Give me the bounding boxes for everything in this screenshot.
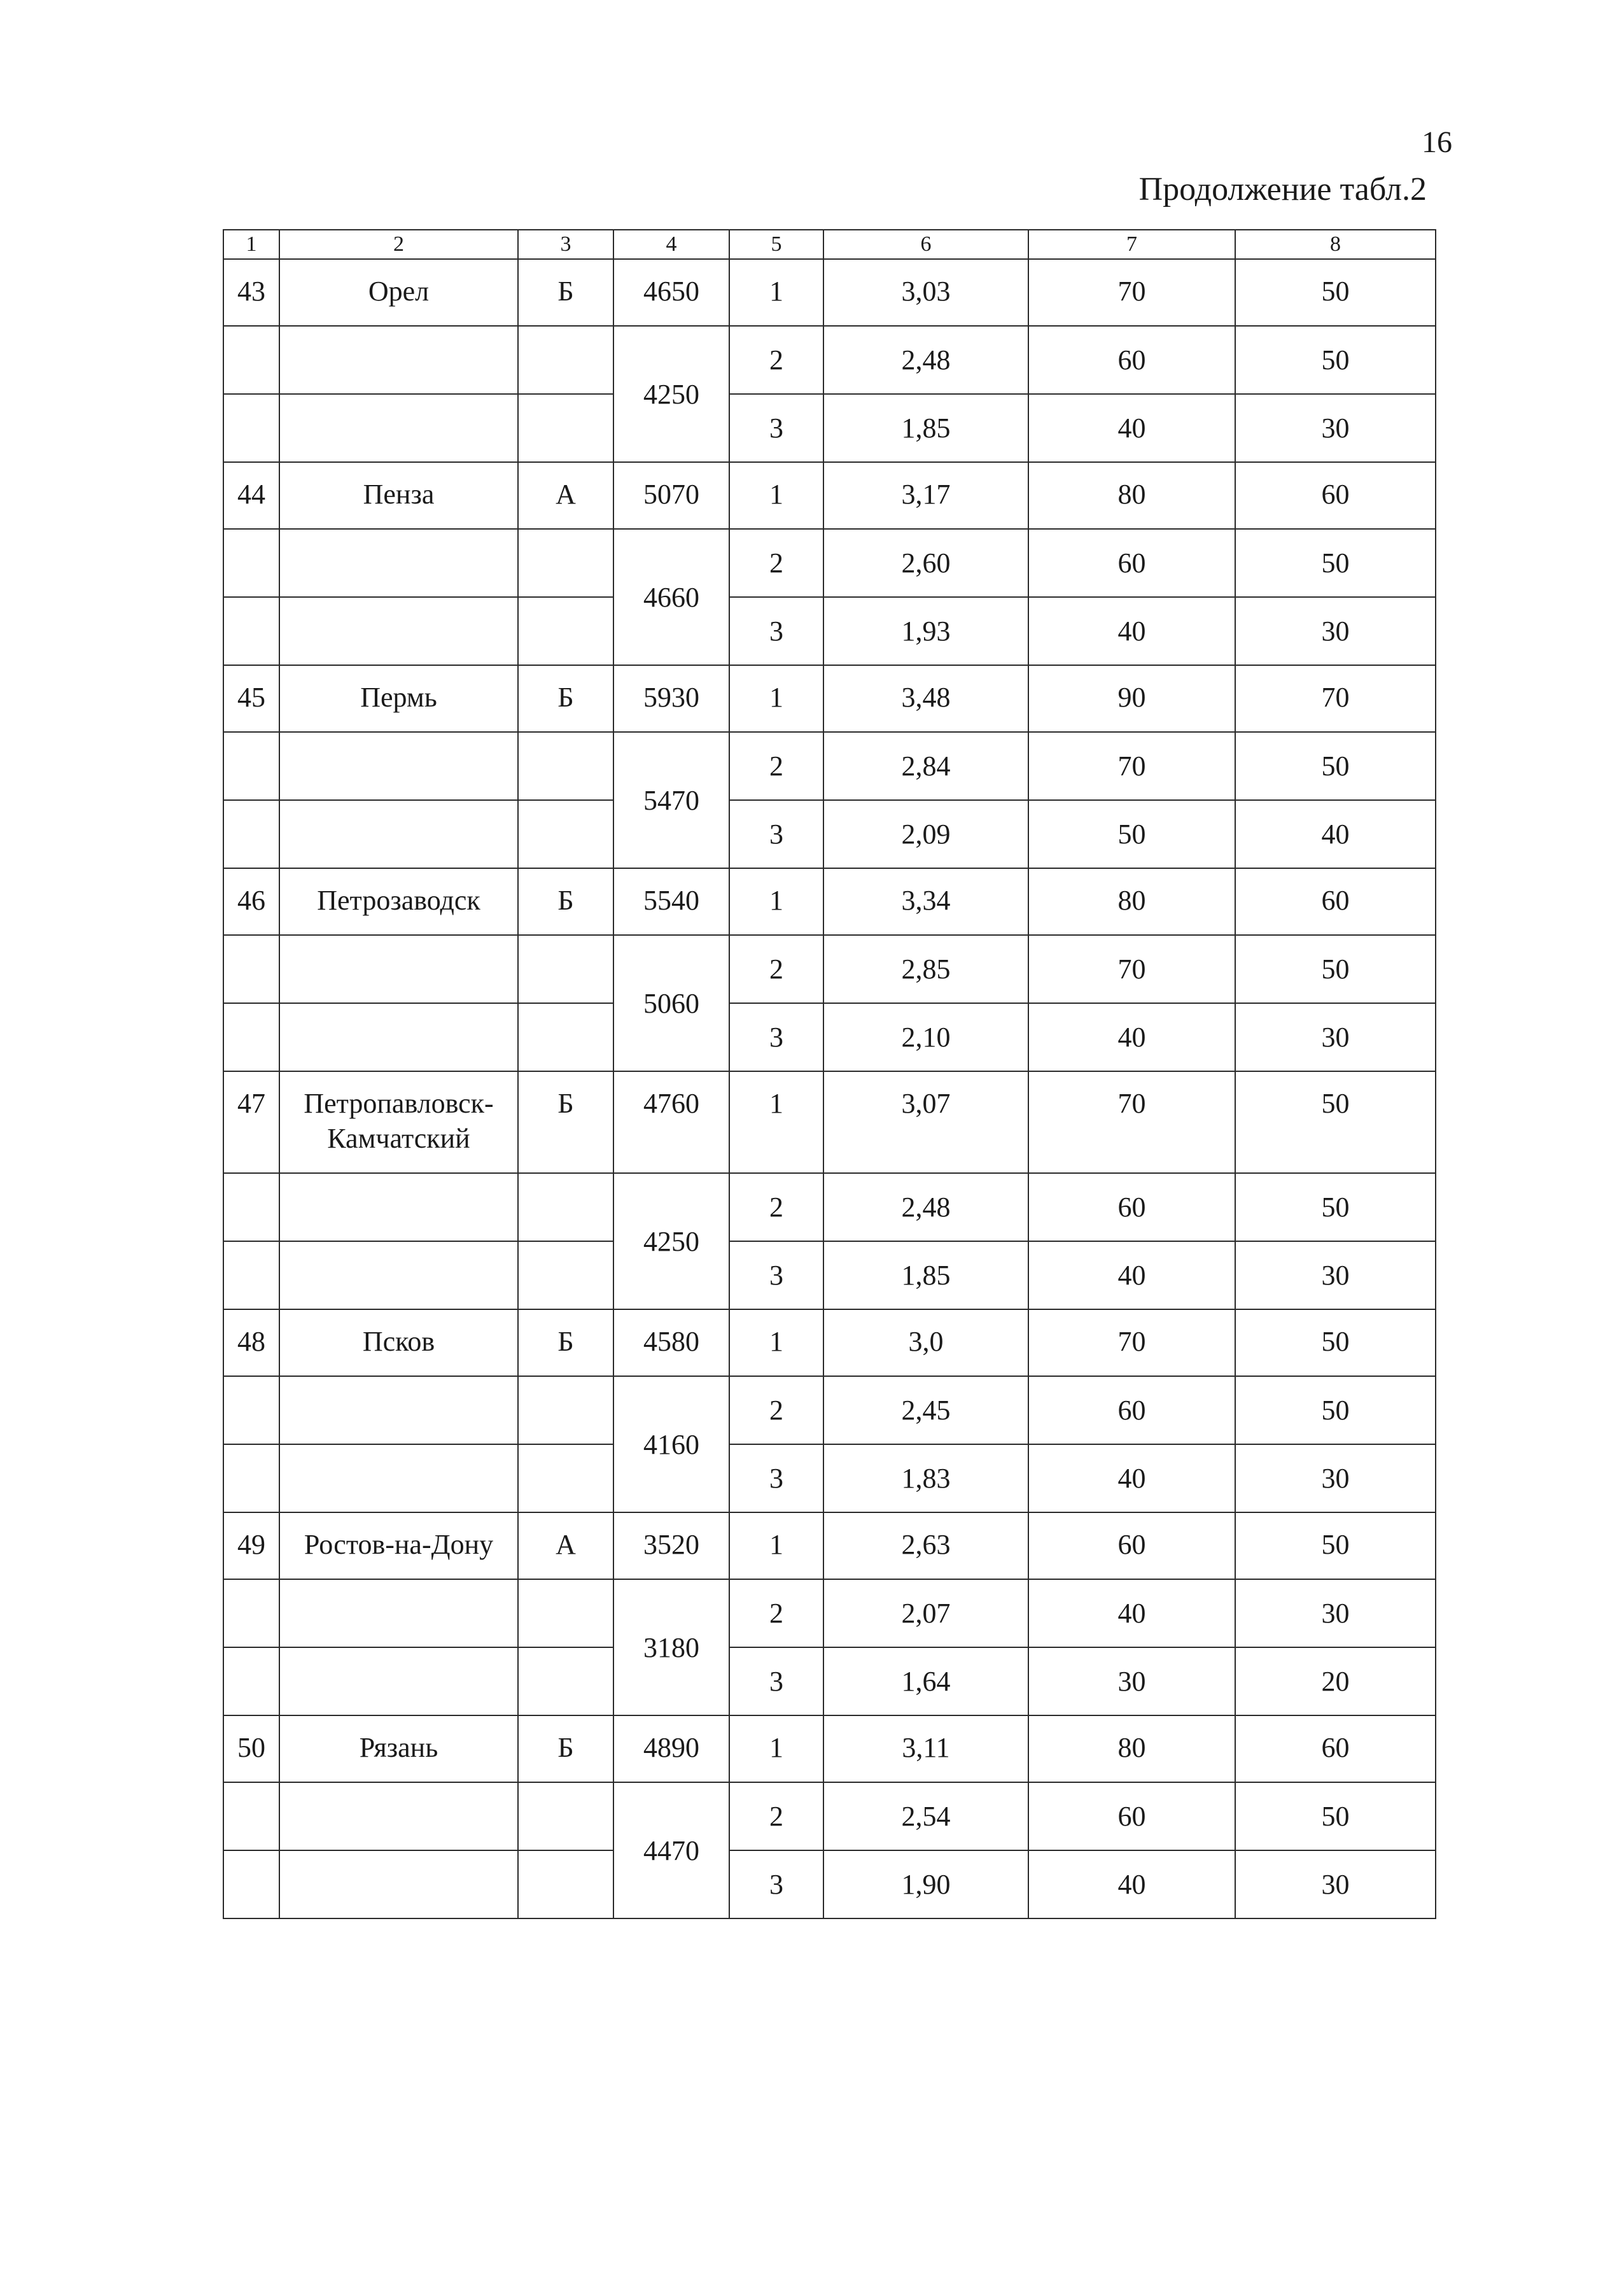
city-name: Псков [279,1309,518,1376]
value-cell: 50 [1235,1173,1436,1241]
row-number: 47 [223,1071,279,1173]
row-number: 43 [223,259,279,326]
city-row [223,1309,1436,1376]
city-row [223,665,1436,732]
value-cell: 3 [729,394,823,462]
value-cell: 2,54 [823,1782,1028,1850]
page-number: 16 [1422,125,1452,159]
value-cell: 2,48 [823,1173,1028,1241]
empty-cell [279,1647,518,1715]
city-row [223,1512,1436,1579]
row-number: 45 [223,665,279,732]
value-cell: 40 [1028,1003,1235,1071]
city-name: Петрозаводск [279,868,518,935]
city-name: Ростов-на-Дону [279,1512,518,1579]
empty-cell [223,800,279,868]
row-number: 48 [223,1309,279,1376]
value-cell: 5540 [613,868,729,935]
value-cell: 50 [1235,732,1436,800]
value-cell: 3180 [613,1579,729,1715]
value-cell: 90 [1028,665,1235,732]
empty-cell [279,1241,518,1309]
empty-cell [518,1173,613,1241]
empty-cell [518,394,613,462]
value-cell: 3,48 [823,665,1028,732]
empty-cell [223,1579,279,1647]
city-name: Пенза [279,462,518,529]
city-name: Петропавловск-Камчатский [279,1071,518,1173]
zone-cell: Б [518,1715,613,1782]
value-cell: 50 [1028,800,1235,868]
column-number: 5 [729,230,823,259]
city-row [223,1715,1436,1782]
column-number: 2 [279,230,518,259]
value-cell: 4890 [613,1715,729,1782]
column-number: 1 [223,230,279,259]
value-cell: 3 [729,597,823,665]
empty-cell [518,800,613,868]
sub-row [223,1003,1436,1071]
empty-cell [223,1647,279,1715]
empty-cell [223,529,279,597]
empty-cell [279,1579,518,1647]
value-cell: 70 [1028,1071,1235,1173]
sub-row [223,800,1436,868]
table-caption: Продолжение табл.2 [1138,171,1427,208]
value-cell: 30 [1235,1579,1436,1647]
value-cell: 70 [1235,665,1436,732]
empty-cell [279,1173,518,1241]
value-cell: 3 [729,1444,823,1512]
value-cell: 2,07 [823,1579,1028,1647]
value-cell: 2,85 [823,935,1028,1003]
value-cell: 30 [1235,597,1436,665]
column-number-row [223,230,1436,259]
value-cell: 1 [729,462,823,529]
zone-cell: Б [518,1071,613,1173]
value-cell: 50 [1235,1512,1436,1579]
city-row [223,462,1436,529]
value-cell: 50 [1235,529,1436,597]
value-cell: 50 [1235,1071,1436,1173]
row-number: 50 [223,1715,279,1782]
value-cell: 60 [1028,1782,1235,1850]
value-cell: 2,84 [823,732,1028,800]
empty-cell [518,732,613,800]
city-name: Рязань [279,1715,518,1782]
value-cell: 1,93 [823,597,1028,665]
empty-cell [223,597,279,665]
empty-cell [279,732,518,800]
value-cell: 3,0 [823,1309,1028,1376]
value-cell: 2,60 [823,529,1028,597]
value-cell: 1 [729,1309,823,1376]
column-number: 3 [518,230,613,259]
value-cell: 3,11 [823,1715,1028,1782]
column-number: 8 [1235,230,1436,259]
value-cell: 80 [1028,1715,1235,1782]
value-cell: 60 [1235,462,1436,529]
city-row [223,1071,1436,1173]
value-cell: 3 [729,1003,823,1071]
value-cell: 30 [1235,1241,1436,1309]
value-cell: 4160 [613,1376,729,1512]
row-number: 44 [223,462,279,529]
empty-cell [223,394,279,462]
empty-cell [279,800,518,868]
zone-cell: Б [518,868,613,935]
value-cell: 4660 [613,529,729,665]
value-cell: 2 [729,732,823,800]
value-cell: 30 [1235,1003,1436,1071]
value-cell: 80 [1028,868,1235,935]
sub-row [223,1376,1436,1444]
empty-cell [223,935,279,1003]
empty-cell [518,1782,613,1850]
value-cell: 60 [1028,529,1235,597]
empty-cell [279,597,518,665]
sub-row [223,529,1436,597]
empty-cell [518,529,613,597]
value-cell: 3 [729,1241,823,1309]
value-cell: 50 [1235,935,1436,1003]
value-cell: 3520 [613,1512,729,1579]
value-cell: 2,63 [823,1512,1028,1579]
value-cell: 20 [1235,1647,1436,1715]
empty-cell [518,1444,613,1512]
value-cell: 3 [729,800,823,868]
value-cell: 60 [1028,1173,1235,1241]
sub-row [223,1241,1436,1309]
city-row [223,868,1436,935]
empty-cell [223,1850,279,1918]
value-cell: 50 [1235,326,1436,394]
value-cell: 2 [729,935,823,1003]
value-cell: 1,83 [823,1444,1028,1512]
empty-cell [223,1173,279,1241]
sub-row [223,1782,1436,1850]
value-cell: 60 [1028,1376,1235,1444]
value-cell: 2 [729,326,823,394]
empty-cell [518,1241,613,1309]
empty-cell [223,1003,279,1071]
sub-row [223,732,1436,800]
value-cell: 50 [1235,1782,1436,1850]
value-cell: 4580 [613,1309,729,1376]
value-cell: 2 [729,1173,823,1241]
value-cell: 1 [729,665,823,732]
column-number: 6 [823,230,1028,259]
value-cell: 5470 [613,732,729,868]
empty-cell [518,1376,613,1444]
sub-row [223,1579,1436,1647]
empty-cell [279,529,518,597]
value-cell: 4760 [613,1071,729,1173]
empty-cell [279,1444,518,1512]
zone-cell: А [518,1512,613,1579]
value-cell: 70 [1028,935,1235,1003]
value-cell: 40 [1028,1241,1235,1309]
value-cell: 2,48 [823,326,1028,394]
zone-cell: Б [518,1309,613,1376]
value-cell: 4470 [613,1782,729,1918]
value-cell: 1 [729,868,823,935]
value-cell: 1,90 [823,1850,1028,1918]
value-cell: 5060 [613,935,729,1071]
empty-cell [279,1003,518,1071]
value-cell: 40 [1028,1579,1235,1647]
value-cell: 50 [1235,259,1436,326]
value-cell: 3,03 [823,259,1028,326]
empty-cell [518,326,613,394]
empty-cell [223,1376,279,1444]
value-cell: 40 [1028,1444,1235,1512]
value-cell: 1 [729,1071,823,1173]
value-cell: 2,09 [823,800,1028,868]
sub-row [223,394,1436,462]
empty-cell [223,1444,279,1512]
value-cell: 4250 [613,1173,729,1309]
data-table [223,229,1436,1919]
value-cell: 1 [729,1512,823,1579]
value-cell: 1 [729,259,823,326]
empty-cell [279,1782,518,1850]
empty-cell [518,1579,613,1647]
value-cell: 5930 [613,665,729,732]
value-cell: 3,07 [823,1071,1028,1173]
value-cell: 3 [729,1850,823,1918]
value-cell: 40 [1235,800,1436,868]
value-cell: 1,64 [823,1647,1028,1715]
empty-cell [223,1782,279,1850]
value-cell: 70 [1028,259,1235,326]
value-cell: 60 [1028,1512,1235,1579]
value-cell: 2,45 [823,1376,1028,1444]
sub-row [223,1850,1436,1918]
empty-cell [279,1376,518,1444]
empty-cell [518,1003,613,1071]
column-number: 7 [1028,230,1235,259]
value-cell: 60 [1235,868,1436,935]
empty-cell [279,394,518,462]
sub-row [223,935,1436,1003]
value-cell: 50 [1235,1309,1436,1376]
value-cell: 2 [729,1579,823,1647]
value-cell: 4650 [613,259,729,326]
value-cell: 80 [1028,462,1235,529]
value-cell: 2 [729,1376,823,1444]
value-cell: 30 [1235,394,1436,462]
value-cell: 2,10 [823,1003,1028,1071]
value-cell: 4250 [613,326,729,462]
sub-row [223,597,1436,665]
city-row [223,259,1436,326]
zone-cell: Б [518,665,613,732]
value-cell: 70 [1028,732,1235,800]
sub-row [223,326,1436,394]
empty-cell [223,1241,279,1309]
value-cell: 2 [729,529,823,597]
empty-cell [223,326,279,394]
value-cell: 40 [1028,394,1235,462]
value-cell: 3 [729,1647,823,1715]
value-cell: 30 [1235,1850,1436,1918]
zone-cell: Б [518,259,613,326]
zone-cell: А [518,462,613,529]
row-number: 49 [223,1512,279,1579]
value-cell: 70 [1028,1309,1235,1376]
column-number: 4 [613,230,729,259]
value-cell: 2 [729,1782,823,1850]
value-cell: 60 [1235,1715,1436,1782]
empty-cell [279,1850,518,1918]
value-cell: 40 [1028,597,1235,665]
value-cell: 1,85 [823,1241,1028,1309]
empty-cell [518,935,613,1003]
empty-cell [518,1647,613,1715]
value-cell: 30 [1235,1444,1436,1512]
value-cell: 40 [1028,1850,1235,1918]
value-cell: 1,85 [823,394,1028,462]
empty-cell [279,935,518,1003]
value-cell: 1 [729,1715,823,1782]
value-cell: 30 [1028,1647,1235,1715]
value-cell: 3,17 [823,462,1028,529]
row-number: 46 [223,868,279,935]
value-cell: 50 [1235,1376,1436,1444]
sub-row [223,1647,1436,1715]
empty-cell [223,732,279,800]
sub-row [223,1173,1436,1241]
empty-cell [518,1850,613,1918]
value-cell: 60 [1028,326,1235,394]
city-name: Орел [279,259,518,326]
sub-row [223,1444,1436,1512]
empty-cell [279,326,518,394]
value-cell: 5070 [613,462,729,529]
empty-cell [518,597,613,665]
value-cell: 3,34 [823,868,1028,935]
city-name: Пермь [279,665,518,732]
